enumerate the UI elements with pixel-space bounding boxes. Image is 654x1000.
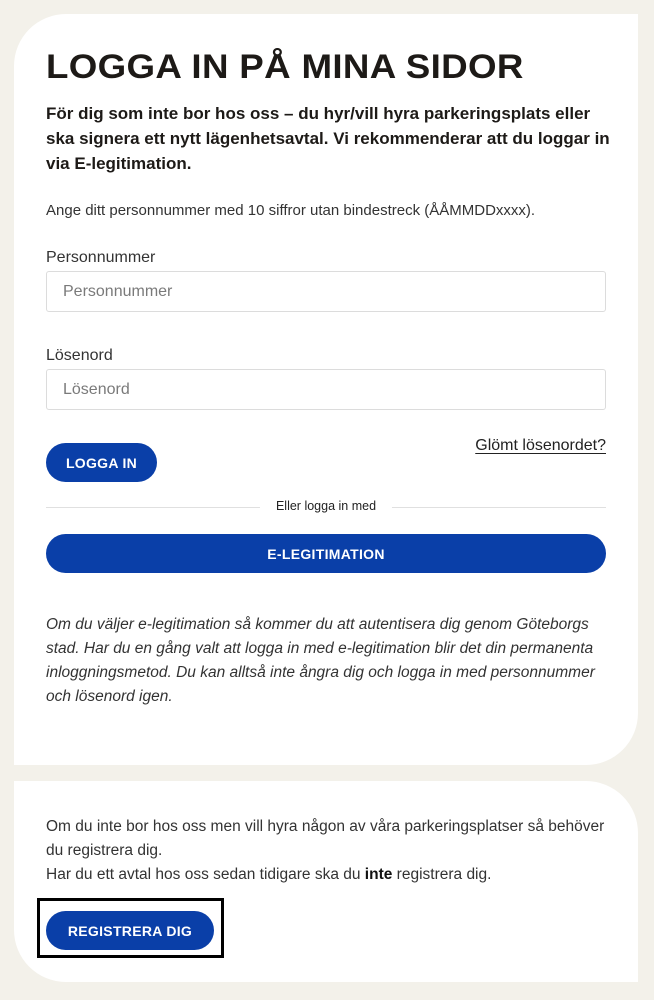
personnummer-input[interactable]: [46, 271, 606, 312]
divider: [46, 499, 606, 513]
register-button[interactable]: REGISTRERA DIG: [46, 911, 214, 950]
login-card: [14, 14, 638, 765]
e-legitimation-button[interactable]: E-LEGITIMATION: [46, 534, 606, 573]
page-title: LOGGA IN PÅ MINA SIDOR: [46, 48, 524, 86]
login-button[interactable]: LOGGA IN: [46, 443, 157, 482]
register-info-line2-after: registrera dig.: [392, 866, 492, 883]
divider-text: Eller logga in med: [260, 499, 392, 513]
register-info-emphasis: inte: [364, 866, 393, 883]
password-label: Lösenord: [46, 347, 113, 364]
personnummer-label: Personnummer: [46, 249, 156, 266]
forgot-password-link[interactable]: Glömt lösenordet?: [475, 437, 606, 454]
e-legitimation-notice: Om du väljer e-legitimation så kommer du att autentisera dig genom Göteborgs stad. Har du en gång valt att logga in med e-legitimation blir det din permanenta inloggningsmetod. Du kan alltså inte ångra dig och logga in med personnummer och lösenord igen.: [46, 616, 595, 705]
password-input[interactable]: [46, 369, 606, 410]
register-info-line2-before: Har du ett avtal hos oss sedan tidigare ska du: [46, 866, 365, 883]
intro-text: För dig som inte bor hos oss – du hyr/vill hyra parkeringsplats eller ska signera ett nytt lägenhetsavtal. Vi rekommenderar att du loggar in via E-legitimation.: [46, 104, 610, 173]
register-info-text: [46, 815, 616, 887]
register-card: [14, 781, 638, 982]
personnummer-hint: Ange ditt personnummer med 10 siffror utan bindestreck (ÅÅMMDDxxxx).: [46, 202, 536, 219]
register-info-line1: Om du inte bor hos oss men vill hyra någon av våra parkeringsplatser så behöver du registrera dig.: [46, 818, 605, 859]
